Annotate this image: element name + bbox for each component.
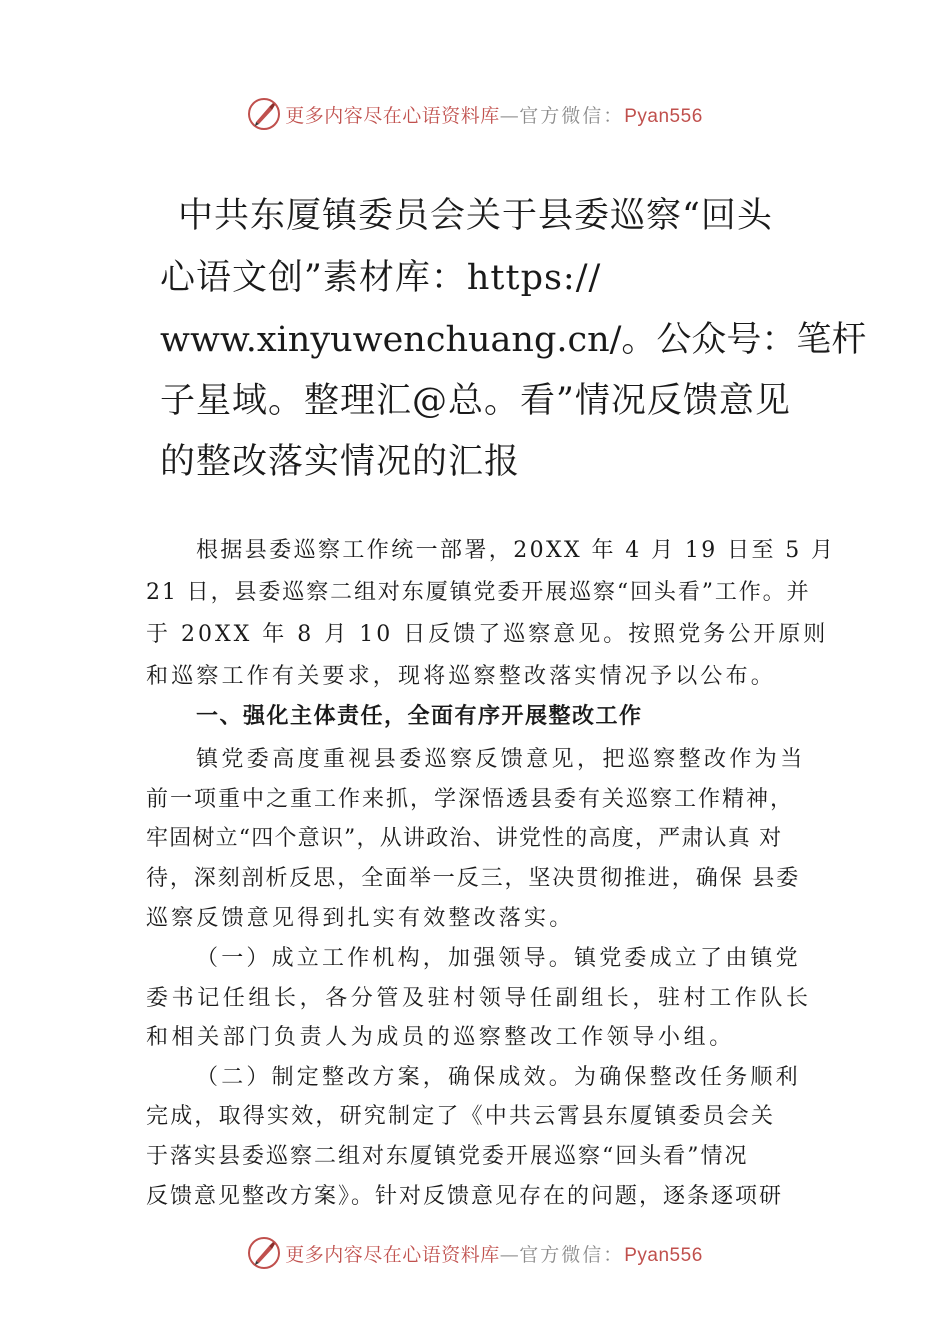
pen-logo-icon xyxy=(247,1236,281,1270)
watermark-part2: 官方微信： xyxy=(519,1243,625,1266)
watermark-part1: 更多内容尽在心语资料库 xyxy=(285,104,500,127)
paragraph-line: （二）制定整改方案，确保成效。为确保整改任务顺利 xyxy=(196,1065,801,1090)
watermark-part2: 官方微信： xyxy=(519,104,625,127)
section-heading: 一、强化主体责任，全面有序开展整改工作 xyxy=(196,704,643,729)
paragraph-line: 完成，取得实效，研究制定了《中共云霄县东厦镇委员会关 xyxy=(146,1104,776,1129)
paragraph-line: 巡察反馈意见得到扎实有效整改落实。 xyxy=(146,906,575,931)
watermark-wechat-id: Pyan556 xyxy=(624,105,703,127)
watermark-footer xyxy=(0,1233,950,1273)
paragraph-line: 根据县委巡察工作统一部署，20XX 年 4 月 19 日至 5 月 xyxy=(196,538,836,563)
watermark-wechat-id: Pyan556 xyxy=(624,1244,703,1266)
paragraph-line: 待，深刻剖析反思，全面举一反三，坚决贯彻推进，确保 县委 xyxy=(146,866,801,891)
paragraph-line: 前一项重中之重工作来抓，学深悟透县委有关巡察工作精神， xyxy=(146,787,795,812)
title-line: 心语文创”素材库：https:// xyxy=(160,258,602,298)
paragraph-line: 于 20XX 年 8 月 10 日反馈了巡察意见。按照党务公开原则 xyxy=(146,622,829,647)
paragraph-line: 镇党委高度重视县委巡察反馈意见，把巡察整改作为当 xyxy=(196,747,806,772)
paragraph-line: 牢固树立“四个意识”，从讲政治、讲党性的高度，严肃认真 对 xyxy=(146,826,783,851)
watermark-separator: — xyxy=(499,104,520,127)
watermark-text xyxy=(285,1240,703,1267)
title-line: 中共东厦镇委员会关于县委巡察“回头 xyxy=(178,196,773,236)
paragraph-line: 反馈意见整改方案》。针对反馈意见存在的问题，逐条逐项研 xyxy=(146,1184,784,1209)
title-line: 的整改落实情况的汇报 xyxy=(160,442,521,482)
paragraph-line: （一）成立工作机构，加强领导。镇党委成立了由镇党 xyxy=(196,946,801,971)
watermark-text xyxy=(285,101,703,128)
watermark-part1: 更多内容尽在心语资料库 xyxy=(285,1243,500,1266)
title-line: www.xinyuwenchuang.cn/。公众号：笔杆 xyxy=(160,320,867,360)
paragraph-line: 和相关部门负责人为成员的巡察整改工作领导小组。 xyxy=(146,1025,735,1050)
paragraph-line: 于落实县委巡察二组对东厦镇党委开展巡察“回头看”情况 xyxy=(146,1144,749,1169)
watermark-header xyxy=(0,94,950,134)
paragraph-line: 委书记任组长，各分管及驻村领导任副组长，驻村工作队长 xyxy=(146,986,812,1011)
paragraph-line: 和巡察工作有关要求，现将巡察整改落实情况予以公布。 xyxy=(146,664,777,689)
watermark-separator: — xyxy=(499,1243,520,1266)
title-line: 子星域。整理汇@总。看”情况反馈意见 xyxy=(160,381,791,421)
paragraph-line: 21 日，县委巡察二组对东厦镇党委开展巡察“回头看”工作。并 xyxy=(146,580,811,605)
pen-logo-icon xyxy=(247,97,281,131)
